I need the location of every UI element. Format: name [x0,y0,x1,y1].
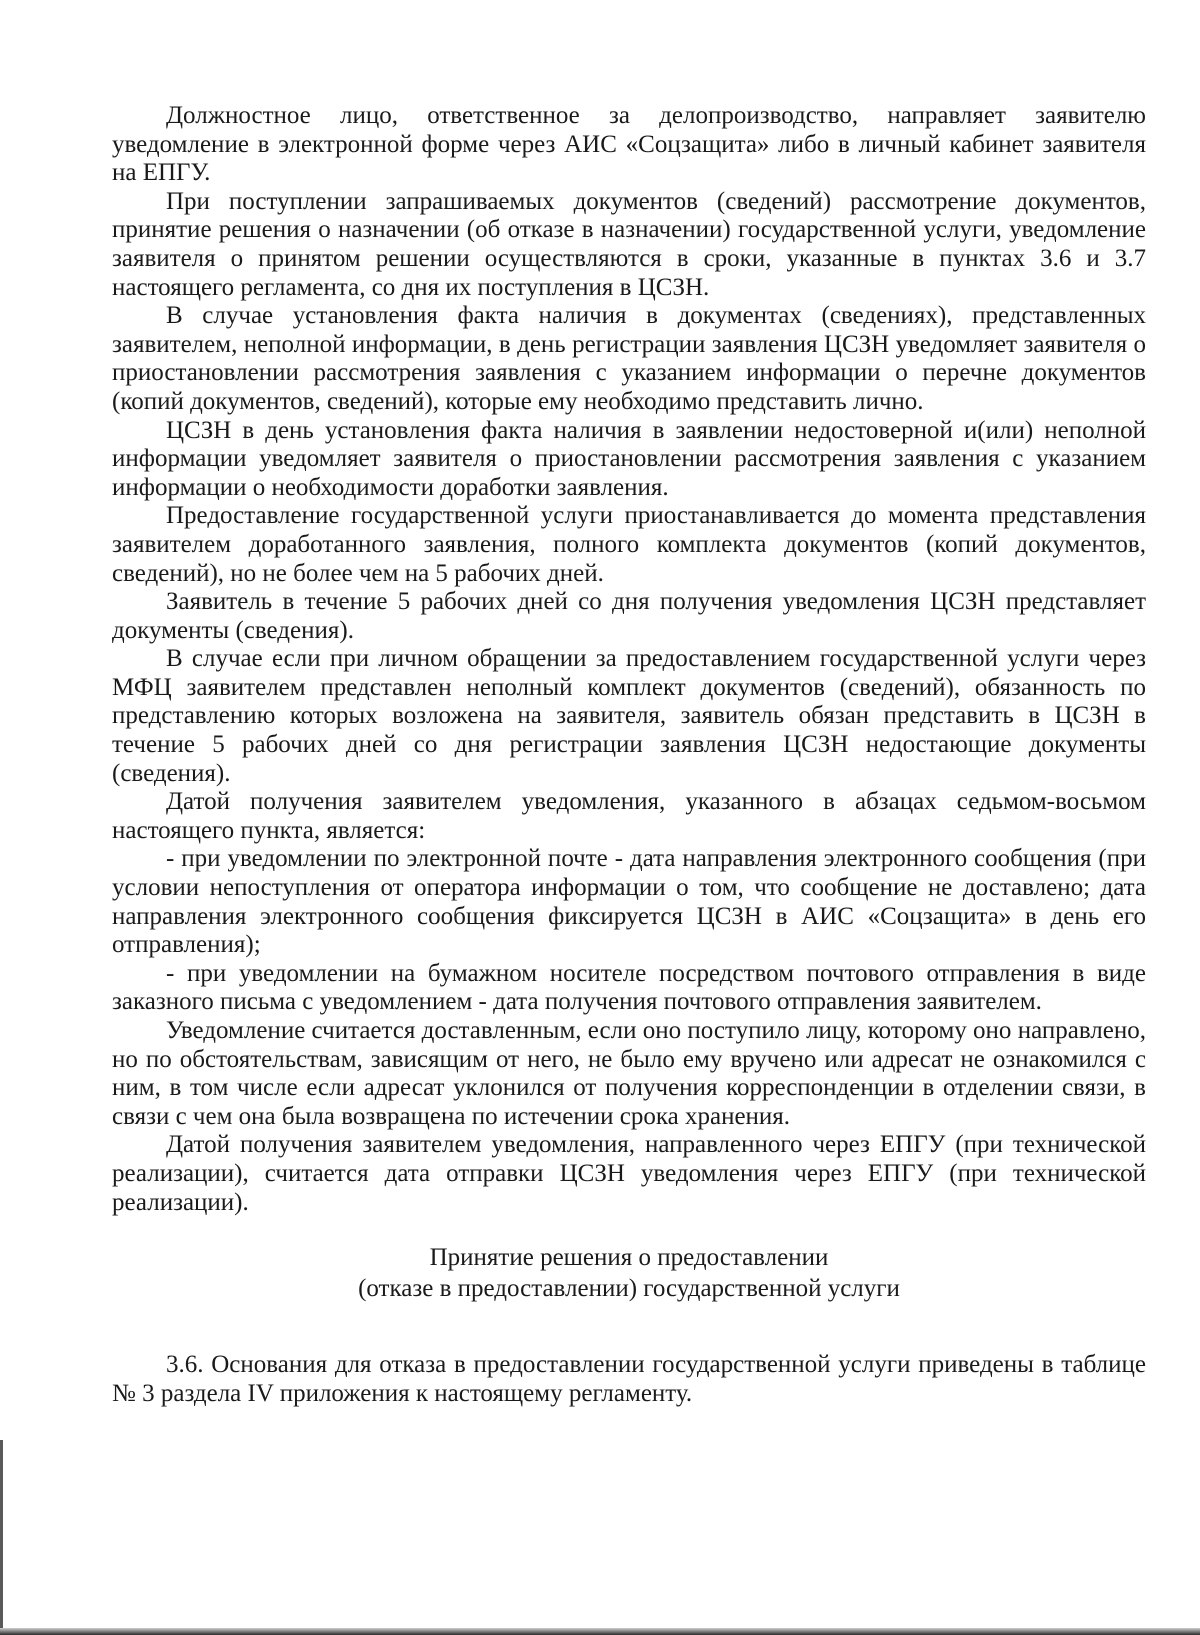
paragraph: Уведомление считается доставленным, если оно поступило лицу, которому оно направлено, но по обстоятельствам, зависящим от него, не было ему вручено или адресат не ознакомился с ним, в том числе если адресат уклонился от получения корреспонденции в отделении связи, в связи с чем она была возвращена по истечении срока хранения. [112,1017,1146,1130]
document-body [112,102,1146,1408]
paragraph: Предоставление государственной услуги приостанавливается до момента представления заявителем доработанного заявления, полного комплекта документов (копий документов, сведений), но не более чем на 5 рабочих дней. [112,502,1146,587]
list-item: - при уведомлении по электронной почте - дата направления электронного сообщения (при условии непоступления от оператора информации о том, что сообщение не доставлено; дата направления электронного сообщения фиксируется ЦСЗН в АИС «Соцзащита» в день его отправления); [112,845,1146,959]
paragraph: В случае если при личном обращении за предоставлением государственной услуги через МФЦ заявителем представлен неполный комплект документов (сведений), обязанность по представлению которых возложена на заявителя, заявитель обязан представить в ЦСЗН в течение 5 рабочих дней со дня регистрации заявления ЦСЗН недостающие документы (сведения). [112,645,1146,787]
spacer [112,1217,1146,1242]
section-heading-line: (отказе в предоставлении) государственной услуги [358,1275,900,1303]
paragraph: Заявитель в течение 5 рабочих дней со дня получения уведомления ЦСЗН представляет документы (сведения). [112,588,1146,644]
paragraph: Датой получения заявителем уведомления, указанного в абзацах седьмом-восьмом настоящего пункта, является: [112,788,1146,844]
paragraph: 3.6. Основания для отказа в предоставлении государственной услуги приведены в таблице № 3 раздела IV приложения к настоящему регламенту. [112,1351,1146,1407]
paragraph: Должностное лицо, ответственное за делопроизводство, направляет заявителю уведомление в электронной форме через АИС «Соцзащита» либо в личный кабинет заявителя на ЕПГУ. [112,102,1146,187]
paragraph: Датой получения заявителем уведомления, направленного через ЕПГУ (при технической реализации), считается дата отправки ЦСЗН уведомления через ЕПГУ (при технической реализации). [112,1131,1146,1216]
paragraph: В случае установления факта наличия в документах (сведениях), представленных заявителем, неполной информации, в день регистрации заявления ЦСЗН уведомляет заявителя о приостановлении рассмотрения заявления с указанием информации о перечне документов (копий документов, сведений), которые ему необходимо представить лично. [112,302,1146,415]
section-heading [112,1242,1146,1304]
scan-edge-left [0,1440,3,1635]
section-heading-line: Принятие решения о предоставлении [429,1244,829,1272]
paragraph: ЦСЗН в день установления факта наличия в заявлении недостоверной и(или) неполной информации уведомляет заявителя о приостановлении рассмотрения заявления с указанием информации о необходимости доработки заявления. [112,416,1146,501]
spacer [112,1304,1146,1351]
paragraph: При поступлении запрашиваемых документов (сведений) рассмотрение документов, принятие решения о назначении (об отказе в назначении) государственной услуги, уведомление заявителя о принятом решении осуществляются в сроки, указанные в пунктах 3.6 и 3.7 настоящего регламента, со дня их поступления в ЦСЗН. [112,187,1146,301]
list-item: - при уведомлении на бумажном носителе посредством почтового отправления в виде заказного письма с уведомлением - дата получения почтового отправления заявителем. [112,959,1146,1016]
scan-edge-bottom [0,1628,1200,1635]
